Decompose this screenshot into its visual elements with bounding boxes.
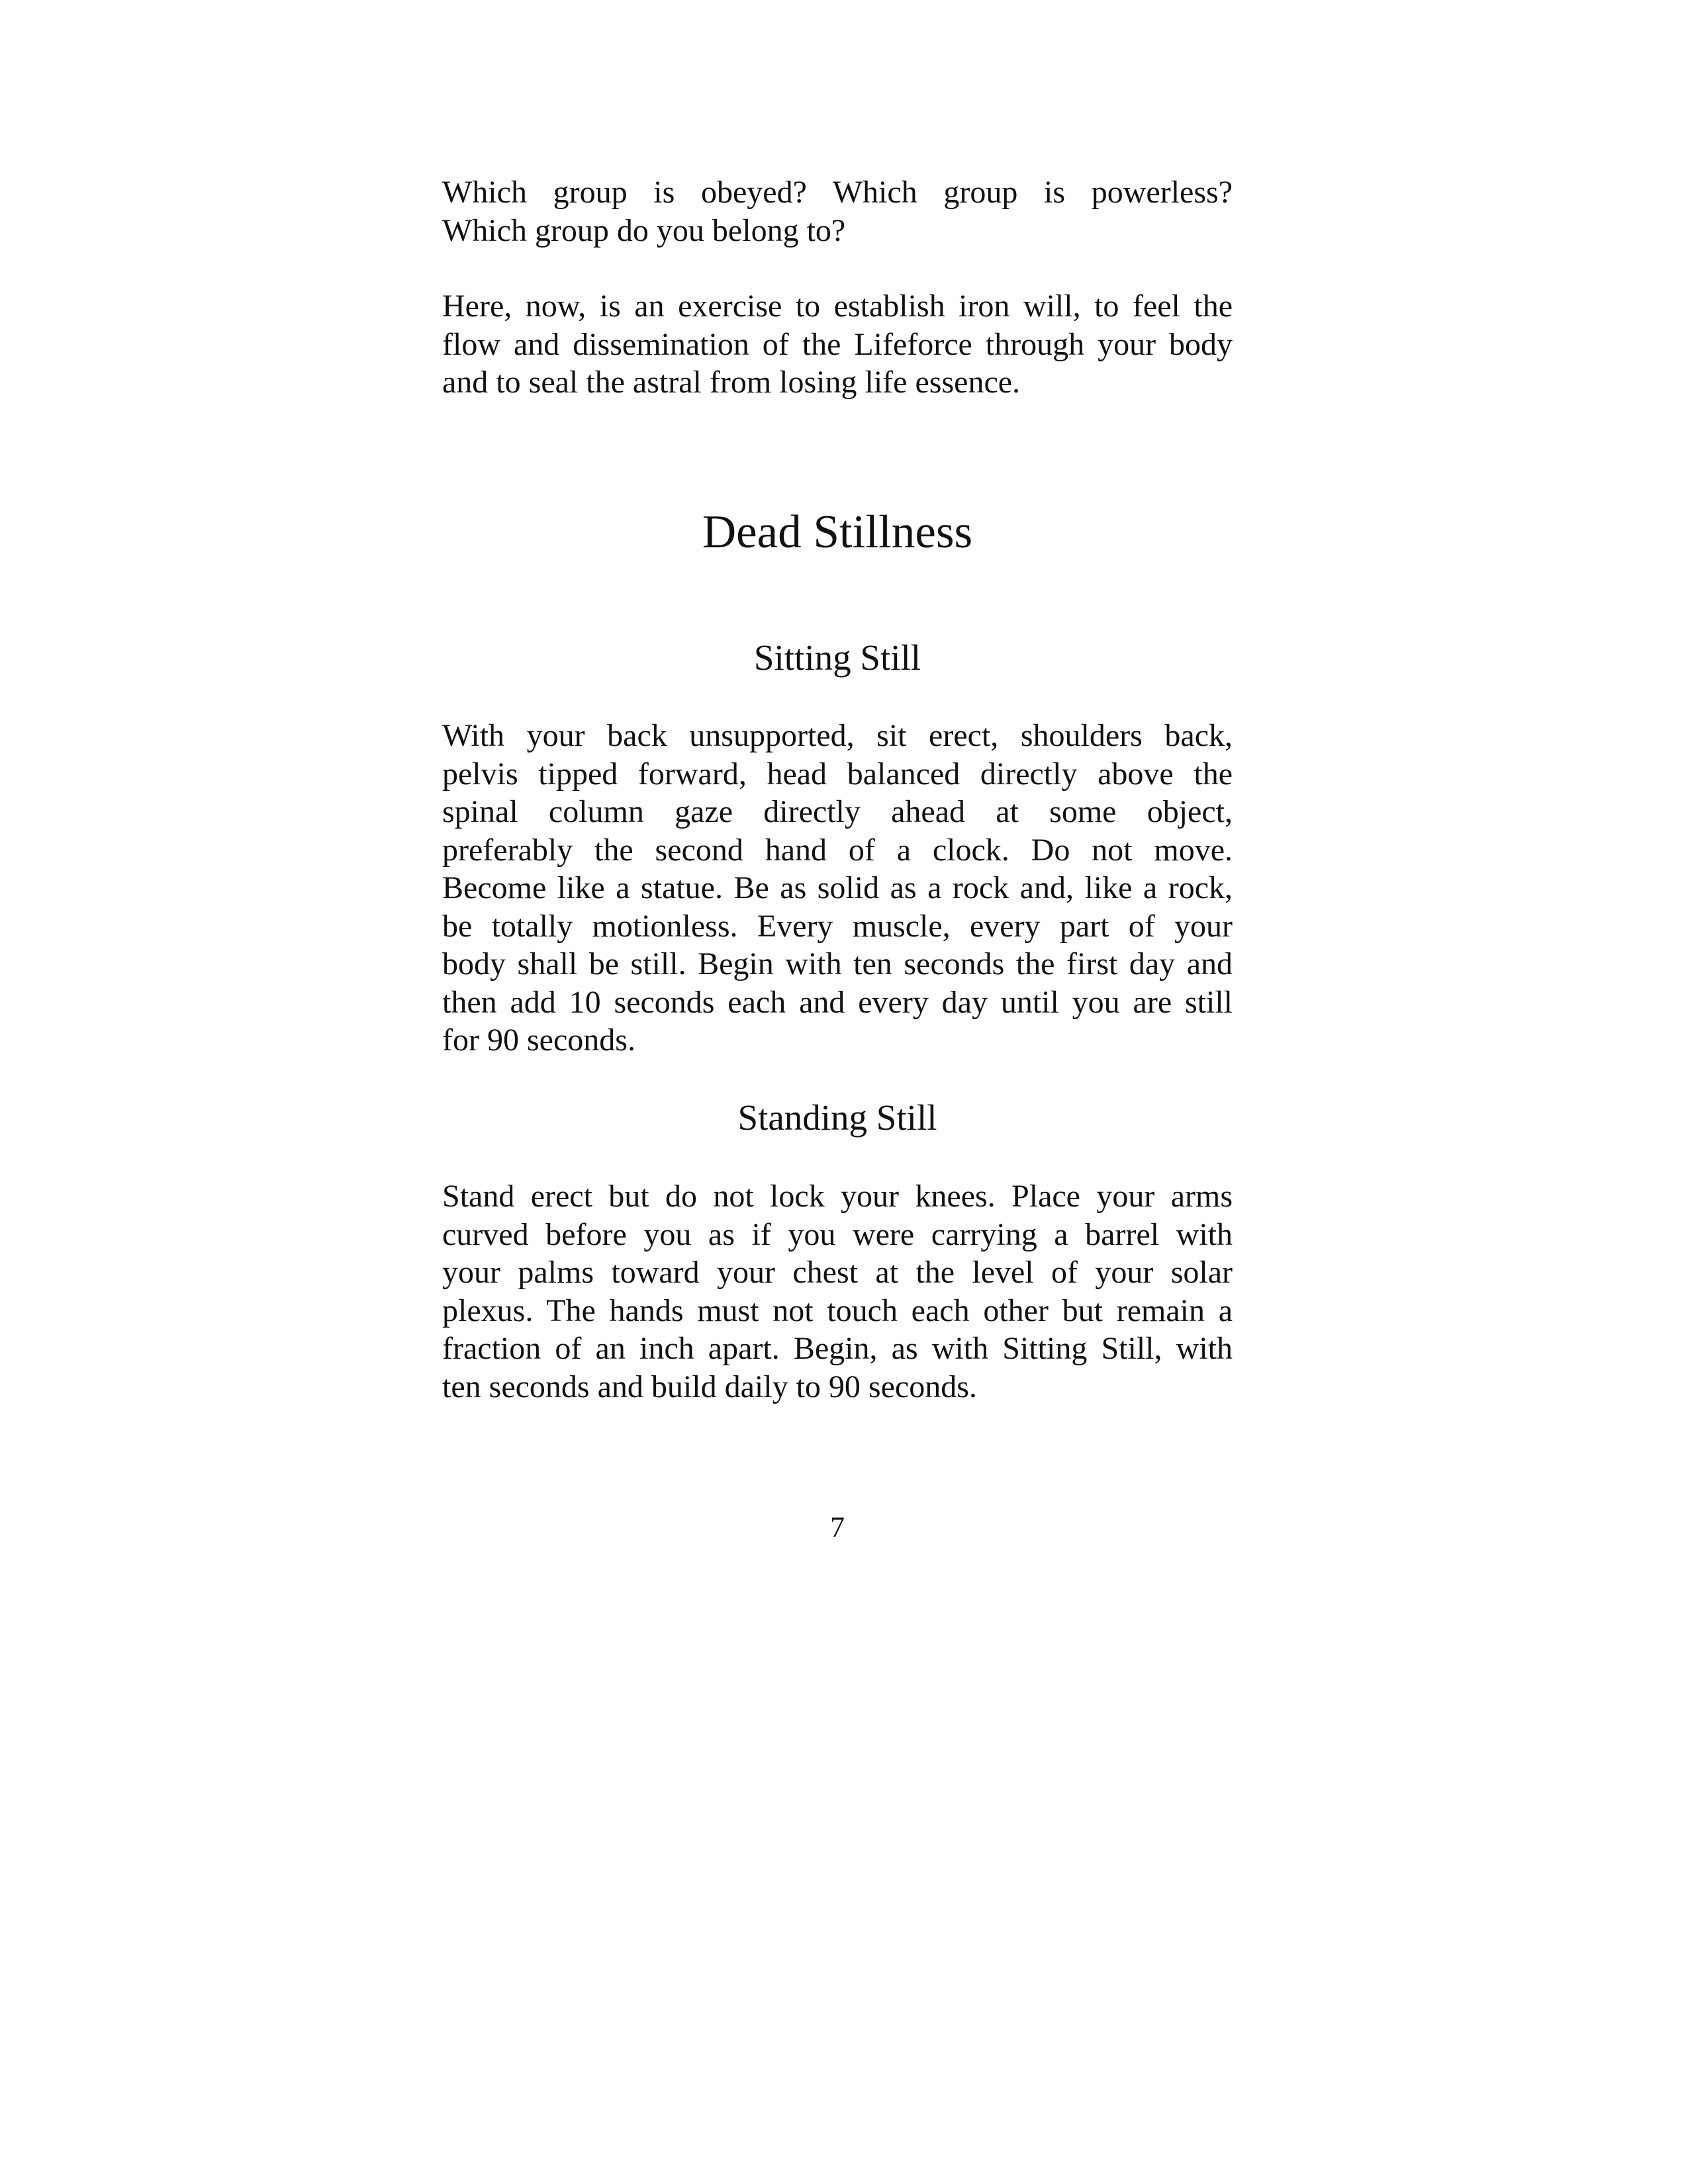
text-line: Stand erect but do not lock your knees. Place your arms [442, 1179, 1233, 1214]
standing-still-paragraph [442, 1177, 1233, 1406]
text-line: flow and dissemination of the Lifeforce through your body [442, 326, 1233, 362]
text-line: your palms toward your chest at the level of your solar [442, 1255, 1233, 1290]
paragraph [442, 287, 1233, 402]
text-line: body shall be still. Begin with ten seconds the first day and [442, 946, 1233, 981]
subsection-heading-sitting: Sitting Still [753, 637, 921, 678]
text-line: curved before you as if you were carrying a barrel with [442, 1216, 1233, 1252]
paragraph [442, 717, 1233, 1060]
text-line: Become like a statue. Be as solid as a rock and, like a rock, [442, 870, 1233, 905]
intro-paragraph-1 [442, 173, 1233, 250]
text-line: pelvis tipped forward, head balanced directly above the [442, 756, 1233, 792]
text-line: plexus. The hands must not touch each other but remain a [442, 1293, 1233, 1328]
text-line: be totally motionless. Every muscle, every part of your [442, 908, 1233, 944]
text-line: spinal column gaze directly ahead at some object, [442, 794, 1233, 829]
subsection-heading-standing: Standing Still [737, 1097, 937, 1138]
paragraph [442, 1177, 1233, 1406]
text-line: for 90 seconds. [442, 1023, 635, 1058]
text-line: and to seal the astral from losing life essence. [442, 365, 1021, 400]
text-line: Here, now, is an exercise to establish iron will, to feel the [442, 289, 1233, 324]
text-line: then add 10 seconds each and every day until you are still [442, 984, 1233, 1020]
text-line: Which group is obeyed? Which group is powerless? [442, 175, 1233, 210]
paragraph [442, 173, 1233, 250]
intro-paragraph-2 [442, 287, 1233, 402]
section-title: Dead Stillness [702, 506, 973, 558]
text-line: With your back unsupported, sit erect, shoulders back, [442, 718, 1233, 753]
text-line: preferably the second hand of a clock. Do not move. [442, 832, 1233, 868]
page-number: 7 [830, 1511, 845, 1543]
sitting-still-paragraph [442, 717, 1233, 1060]
text-line: fraction of an inch apart. Begin, as with Sitting Still, with [442, 1331, 1233, 1366]
text-line: Which group do you belong to? [442, 212, 846, 248]
text-line: ten seconds and build daily to 90 seconds. [442, 1369, 977, 1404]
